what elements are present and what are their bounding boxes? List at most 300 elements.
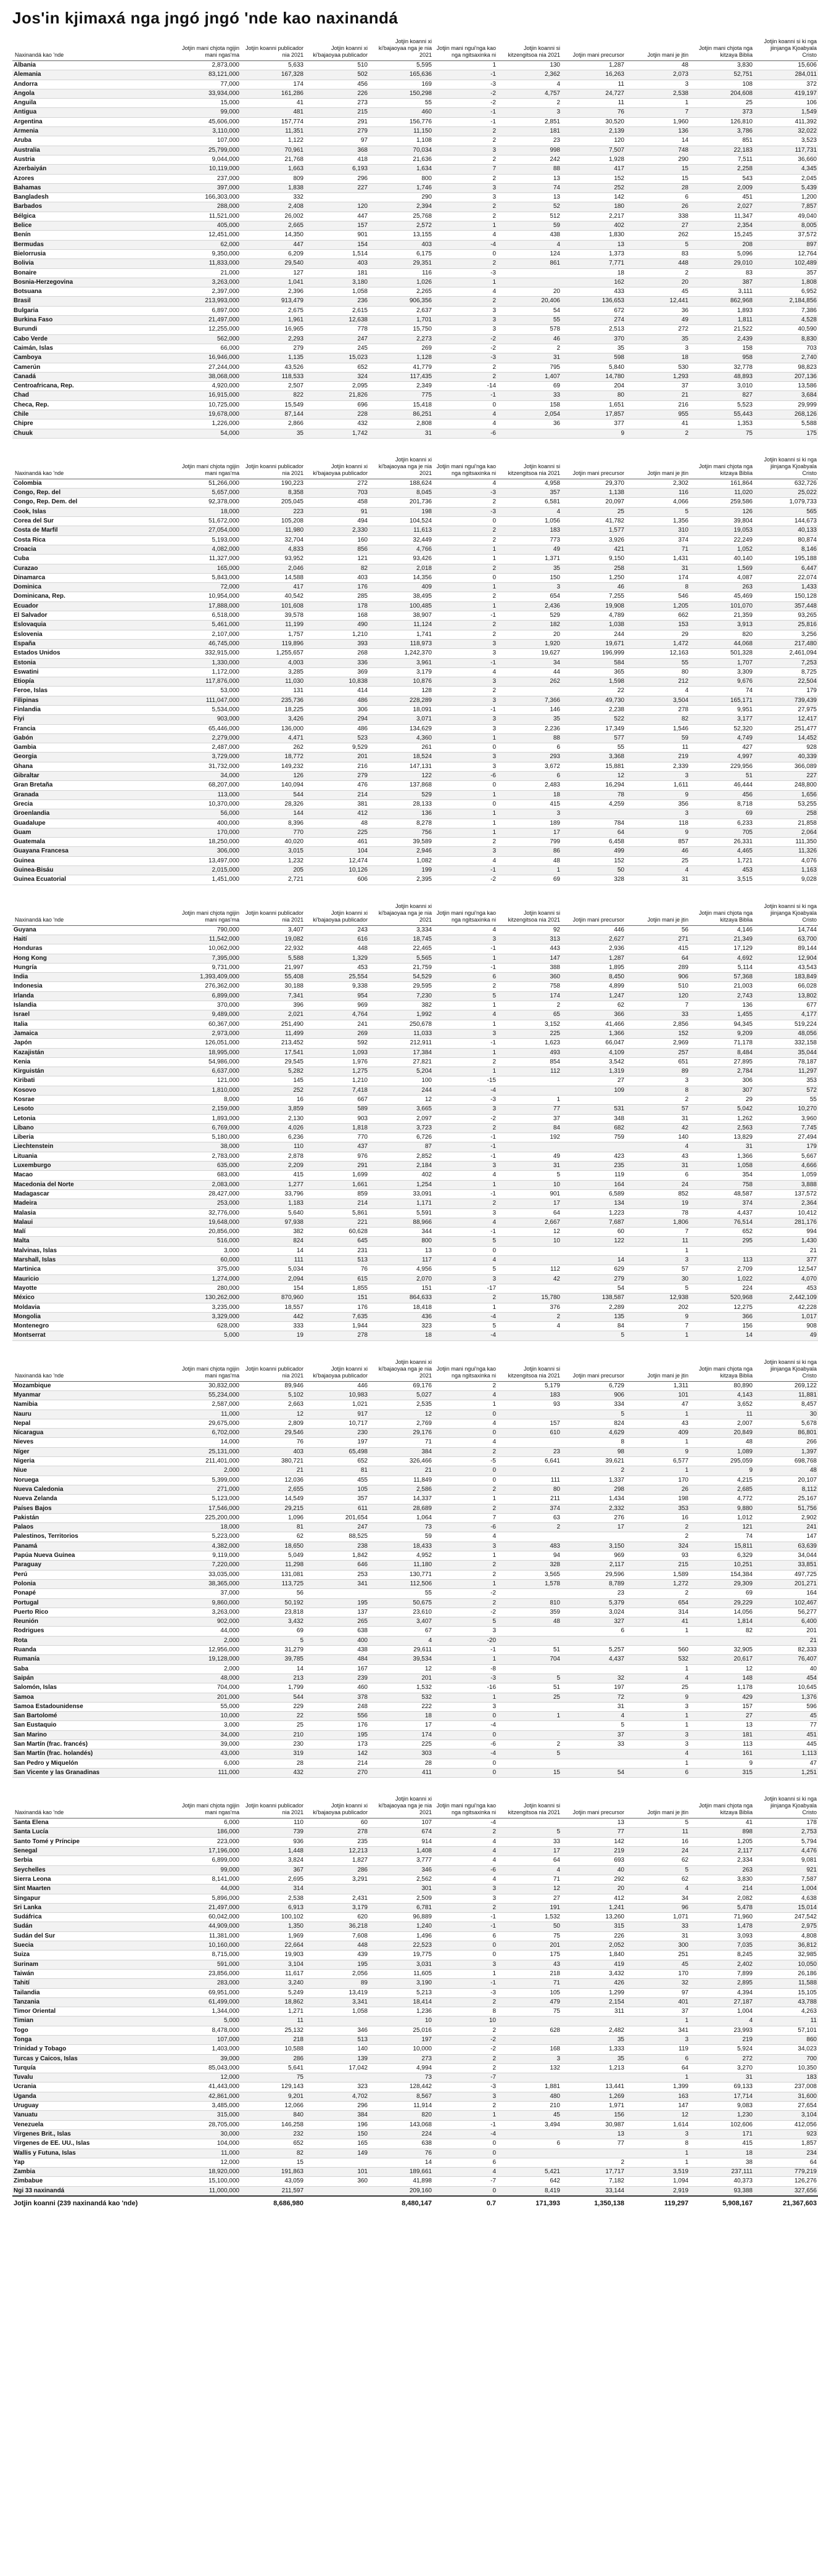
country-name: Israel [12,1010,176,1020]
table-cell: 375,000 [176,1265,241,1274]
table-cell: 3 [497,108,561,117]
table-cell: 367 [241,1865,305,1875]
table-cell: 247 [305,334,369,344]
table-cell: 13,497,000 [176,856,241,865]
table-cell: 31 [497,1162,561,1171]
table-cell: 29,545 [241,1057,305,1067]
table-cell: 560 [626,1646,690,1655]
table-cell: 2,139 [561,127,626,136]
table-cell: 148 [690,1674,754,1683]
table-cell: 3,341 [305,1997,369,2007]
table-cell: 3 [433,649,497,658]
table-cell: 136 [369,809,433,819]
table-cell: 2,334 [690,1856,754,1865]
table-cell: 183,849 [754,973,818,982]
table-cell [497,2073,561,2083]
column-header: Jotjin koanni xi ki'bajaoyaa nga je nia 2021 [369,34,433,61]
table-cell: 14,588 [241,573,305,582]
table-cell [497,1627,561,1636]
table-cell: 447 [305,212,369,221]
table-cell: 2,236 [497,724,561,733]
table-cell: 2,442,109 [754,1294,818,1303]
table-cell: 628,000 [176,1322,241,1331]
table-cell: 4 [626,687,690,696]
column-header: Jotjin mani precursor [561,1791,626,1818]
table-cell: 421 [561,545,626,554]
table-cell: 71,178 [690,1039,754,1048]
table-cell: 228 [305,410,369,419]
table-cell: 2 [433,202,497,212]
table-cell: 31 [626,1931,690,1941]
table-cell: 35 [561,2036,626,2045]
table-row [12,146,818,155]
table-cell: 1,881 [497,2083,561,2092]
table-cell: 336 [305,658,369,667]
table-cell: 48 [497,856,561,865]
table-cell: 1,549 [754,108,818,117]
table-cell: 52 [497,202,561,212]
table-cell: 286 [241,2054,305,2063]
table-cell: 174 [626,573,690,582]
table-cell: 397,000 [176,183,241,192]
column-header: Jotjin koanni publicador nia 2021 [241,899,305,926]
table-cell: 258 [754,809,818,819]
table-cell: 153 [626,621,690,630]
table-row [12,630,818,639]
table-cell: 13,829 [690,1133,754,1142]
country-name: Ruanda [12,1646,176,1655]
table-cell: 12,474 [305,856,369,865]
table-cell: 2,279,000 [176,733,241,743]
table-cell: -1 [433,1979,497,1988]
table-cell: 18,414 [369,1997,433,2007]
table-cell: 129,143 [241,2083,305,2092]
table-cell [561,1759,626,1768]
table-cell: 105,208 [241,517,305,526]
table-cell: 180 [561,202,626,212]
table-cell: 1,241 [561,1903,626,1912]
table-cell: 5,565 [369,954,433,963]
table-row [12,1331,818,1340]
table-cell: 17,857 [561,410,626,419]
table-cell: 10,350 [754,2063,818,2073]
country-name: Martinica [12,1265,176,1274]
table-cell: 5,478 [690,1903,754,1912]
table-cell: 332 [241,193,305,202]
table-cell: 384 [369,1447,433,1456]
table-cell: 494 [305,517,369,526]
table-cell: 523 [305,733,369,743]
column-header: Jotjin mani chjota nga kitzaya Biblia [690,1355,754,1382]
table-cell: 454 [754,1674,818,1683]
table-cell [561,809,626,819]
table-cell: 12 [369,1095,433,1104]
table-cell: 64 [754,2158,818,2167]
table-cell: 5,641 [241,2063,305,2073]
table-row [12,410,818,419]
table-cell: 674 [369,1828,433,1837]
country-name: Grecia [12,799,176,809]
table-cell: 96,889 [369,1913,433,1922]
table-cell: 36,812 [754,1941,818,1951]
column-header: Jotjin mani precursor [561,452,626,479]
table-cell: 1,366 [561,1029,626,1038]
table-cell [497,687,561,696]
table-cell: 1,451,000 [176,875,241,885]
table-cell: 460 [369,108,433,117]
table-cell: 139 [305,2054,369,2063]
table-cell: 23 [497,1447,561,1456]
table-cell: 4 [433,1391,497,1400]
table-cell: 17,349 [561,724,626,733]
table-cell: 1,172,000 [176,667,241,677]
table-cell: 228,289 [369,696,433,705]
table-cell: 227 [754,772,818,781]
table-cell: 7 [433,1513,497,1522]
table-cell: 3 [433,2092,497,2101]
country-name: Sierra Leona [12,1875,176,1884]
table-cell: 6,581 [497,498,561,507]
table-cell: 12,213 [305,1847,369,1856]
table-cell: 161,286 [241,89,305,98]
table-cell: 27 [690,1712,754,1721]
table-cell: 2 [626,1095,690,1104]
table-cell: 170 [626,1476,690,1485]
table-cell: 216 [626,400,690,410]
table-cell: 3,494 [497,2120,561,2129]
country-name: Rodrigues [12,1627,176,1636]
table-cell: 19,671 [561,639,626,648]
table-cell: 26 [626,202,690,212]
table-cell: 14,056 [690,1608,754,1617]
table-cell: 29,010 [690,259,754,268]
table-cell: 136,653 [561,297,626,306]
table-cell: 5,588 [241,954,305,963]
table-cell: 770 [305,1133,369,1142]
table-cell: 2 [433,592,497,601]
table-cell: 1,371 [497,555,561,564]
table-cell: 499 [561,847,626,856]
table-cell: 3,309 [690,667,754,677]
table-cell: 1,408 [369,1847,433,1856]
table-cell: 252 [561,183,626,192]
table-cell: 4,070 [754,1274,818,1284]
table-cell: 1,721 [690,856,754,865]
table-cell: 116 [369,268,433,278]
table-cell: 3 [433,1885,497,1894]
table-cell: 7,507 [561,146,626,155]
table-cell: 281,176 [754,1218,818,1227]
country-name: Paraguay [12,1561,176,1570]
table-cell: 47 [754,1759,818,1768]
table-cell: 6 [433,1931,497,1941]
table-cell: 173 [305,1740,369,1749]
table-cell: 14,744 [754,925,818,935]
table-row [12,1570,818,1579]
total-cell: 21,367,603 [754,2196,818,2210]
table-cell: 89 [305,1979,369,1988]
country-name: Marshall, Islas [12,1256,176,1265]
table-cell: -2 [433,2045,497,2054]
country-name: Islandia [12,1001,176,1010]
table-cell: 34,000 [176,772,241,781]
table-cell: 2,852 [369,1152,433,1161]
table-row [12,658,818,667]
table-row [12,2036,818,2045]
table-cell: 130 [497,61,561,70]
table-cell: -2 [433,875,497,885]
table-cell: 21 [754,1246,818,1255]
table-row [12,1768,818,1777]
table-cell: 68,207,000 [176,781,241,790]
table-cell: -1 [433,2120,497,2129]
table-cell: 136 [690,1001,754,1010]
table-cell: 10,000 [176,1712,241,1721]
country-name: Mayotte [12,1284,176,1293]
country-name: Nepal [12,1419,176,1428]
table-cell: -4 [433,1818,497,1828]
table-cell: 1 [497,1712,561,1721]
table-cell: 1,661 [305,1180,369,1189]
table-cell: 5 [433,1617,497,1627]
table-cell: 112,506 [369,1579,433,1588]
table-cell: 1,373 [561,249,626,258]
table-cell: 11,914 [369,2102,433,2111]
table-cell: 13,155 [369,231,433,240]
table-cell: 29,229 [690,1598,754,1608]
table-cell: 1,058 [690,1162,754,1171]
table-cell: 2 [497,1001,561,1010]
table-cell: 59 [626,733,690,743]
table-cell: 2,509 [369,1894,433,1903]
table-cell: 2,009 [690,183,754,192]
table-cell: 48,587 [690,1189,754,1199]
table-cell: 74 [690,687,754,696]
table-cell: 11,199 [241,621,305,630]
table-row [12,1001,818,1010]
country-name: Namibia [12,1400,176,1410]
table-cell: 100,102 [241,1913,305,1922]
table-cell [561,2149,626,2158]
table-cell: 9,489,000 [176,1010,241,1020]
table-cell: 201 [754,1627,818,1636]
table-cell: 1,223 [561,1208,626,1218]
country-name: Canadá [12,372,176,381]
table-cell: 3 [626,772,690,781]
table-cell: 418 [305,155,369,164]
column-header: Jotjin koanni si kitzengitsoa nia 2021 [497,34,561,61]
table-cell: 75 [497,2007,561,2017]
country-name: Aruba [12,136,176,146]
table-cell: 27 [497,1894,561,1903]
table-cell: 2,000 [176,1466,241,1476]
table-cell: 15,780 [497,1294,561,1303]
table-cell: 113,000 [176,790,241,799]
table-cell: 9,028 [754,875,818,885]
table-cell: 16,263 [561,70,626,80]
table-cell: 852 [626,1189,690,1199]
table-cell: 201 [305,753,369,762]
table-row [12,639,818,648]
column-header: Jotjin mani chjota ngijin mani ngas'ma [176,1355,241,1382]
table-cell: 37,000 [176,1589,241,1598]
table-cell: 29,540 [241,259,305,268]
table-cell: 9,731,000 [176,963,241,972]
table-cell: 41,898 [369,2177,433,2186]
table-cell: -4 [433,1331,497,1340]
table-cell: 8,567 [369,2092,433,2101]
table-cell: 247,542 [754,1913,818,1922]
table-cell: 4,808 [754,1931,818,1941]
table-row [12,809,818,819]
table-cell: 8,278 [369,819,433,828]
table-cell: 29,595 [369,982,433,991]
table-cell [561,1749,626,1759]
table-cell: 19,053 [690,526,754,535]
table-cell: 2 [497,1740,561,1749]
table-cell: 110 [241,1818,305,1828]
table-cell: 201,000 [176,1693,241,1702]
table-cell: 409 [626,1429,690,1438]
table-cell: 3 [433,1105,497,1114]
table-cell: -2 [433,99,497,108]
country-name: Botsuana [12,287,176,297]
table-cell: 43 [626,1419,690,1428]
table-cell: 402 [561,221,626,231]
table-cell [561,1142,626,1152]
table-row [12,1294,818,1303]
table-cell: 239 [305,1674,369,1683]
table-cell: 380,721 [241,1457,305,1466]
table-cell [497,1331,561,1340]
table-cell: 268 [305,649,369,658]
table-cell: 48 [305,819,369,828]
country-name: Macao [12,1171,176,1180]
table-cell: 19,908 [561,601,626,611]
table-cell: 29,546 [241,1429,305,1438]
table-cell: 33,144 [561,2186,626,2196]
table-cell: 111,350 [754,838,818,847]
table-cell: 38,907 [369,611,433,621]
table-cell: 120 [305,202,369,212]
table-row [12,866,818,875]
table-cell: 7,687 [561,1218,626,1227]
table-cell: 18 [626,353,690,363]
table-row [12,268,818,278]
table-cell: 6 [626,1768,690,1777]
table-cell: 1,236 [369,2007,433,2017]
table-cell: 134 [561,1199,626,1208]
table-cell: 2 [433,1561,497,1570]
table-cell: 456 [305,80,369,89]
table-cell: 131,081 [241,1570,305,1579]
table-cell: 11,297 [754,1067,818,1076]
table-cell: 101 [626,1391,690,1400]
table-cell: 44 [497,667,561,677]
country-name: Suiza [12,1951,176,1960]
table-cell: 2,809 [241,1419,305,1428]
country-name: Rota [12,1636,176,1645]
table-cell: 16 [626,1837,690,1846]
table-cell: 1,961 [241,316,305,325]
table-row [12,1856,818,1865]
table-row [12,1457,818,1466]
table-cell: -3 [433,489,497,498]
column-header: Jotjin mani ngui'nga kao nga ngitsaxinka ni [433,899,497,926]
table-cell: 56,000 [176,809,241,819]
table-row [12,935,818,944]
table-cell: 3,000 [176,1721,241,1730]
table-cell: 4,920,000 [176,382,241,391]
table-cell: 35,044 [754,1048,818,1057]
table-row [12,733,818,743]
table-cell: 2 [626,429,690,438]
table-cell: 4 [626,1749,690,1759]
table-cell: 1 [433,1400,497,1410]
table-cell: 414 [305,687,369,696]
table-cell: 3,031 [369,1960,433,1969]
table-cell: 5,223,000 [176,1532,241,1542]
table-cell: 6 [433,2158,497,2167]
table-cell: 652 [305,363,369,372]
table-cell: 544 [241,790,305,799]
country-name: Liberia [12,1133,176,1142]
table-cell: 2,431 [305,1894,369,1903]
table-cell: -1 [433,1133,497,1142]
table-row [12,1818,818,1828]
table-cell: 338 [626,212,690,221]
table-cell: 104 [305,847,369,856]
table-cell: 1 [433,733,497,743]
table-cell: 3 [626,1256,690,1265]
column-header: Jotjin mani chjota nga kitzaya Biblia [690,1791,754,1818]
table-cell: 415 [690,2139,754,2149]
table-cell: 52,320 [690,724,754,733]
table-cell: 1,205 [626,601,690,611]
table-cell: 21,000 [176,268,241,278]
table-cell: 1,200 [754,193,818,202]
table-cell: 11 [690,1410,754,1419]
table-cell: 513 [305,1256,369,1265]
table-cell: 2 [433,155,497,164]
column-header: Jotjin koanni si ki nga jiinjanga Kjoabyala Cristo [754,1355,818,1382]
table-cell: 140,094 [241,781,305,790]
total-cell [176,2196,241,2210]
table-row [12,1951,818,1960]
country-name: Bélgica [12,212,176,221]
table-cell: 3,291 [305,1875,369,1884]
table-cell: 2 [433,297,497,306]
table-cell: 10,876 [369,677,433,687]
country-name: Yap [12,2158,176,2167]
table-cell: 1,842 [305,1551,369,1561]
table-cell: 39,804 [690,517,754,526]
table-cell: 1,651 [561,400,626,410]
table-cell: 168 [497,2045,561,2054]
table-cell: 14,452 [754,733,818,743]
table-cell: 9,338 [305,982,369,991]
table-cell: 827 [690,391,754,400]
table-cell: 102,467 [754,1598,818,1608]
table-cell: 109 [561,1086,626,1095]
table-cell: 7,341 [241,991,305,1001]
table-row [12,687,818,696]
table-cell: 45 [626,1960,690,1969]
country-name: Costa de Marfil [12,526,176,535]
table-cell: 11,180 [369,1561,433,1570]
table-cell: 820 [369,2111,433,2120]
table-cell: 189 [497,819,561,828]
